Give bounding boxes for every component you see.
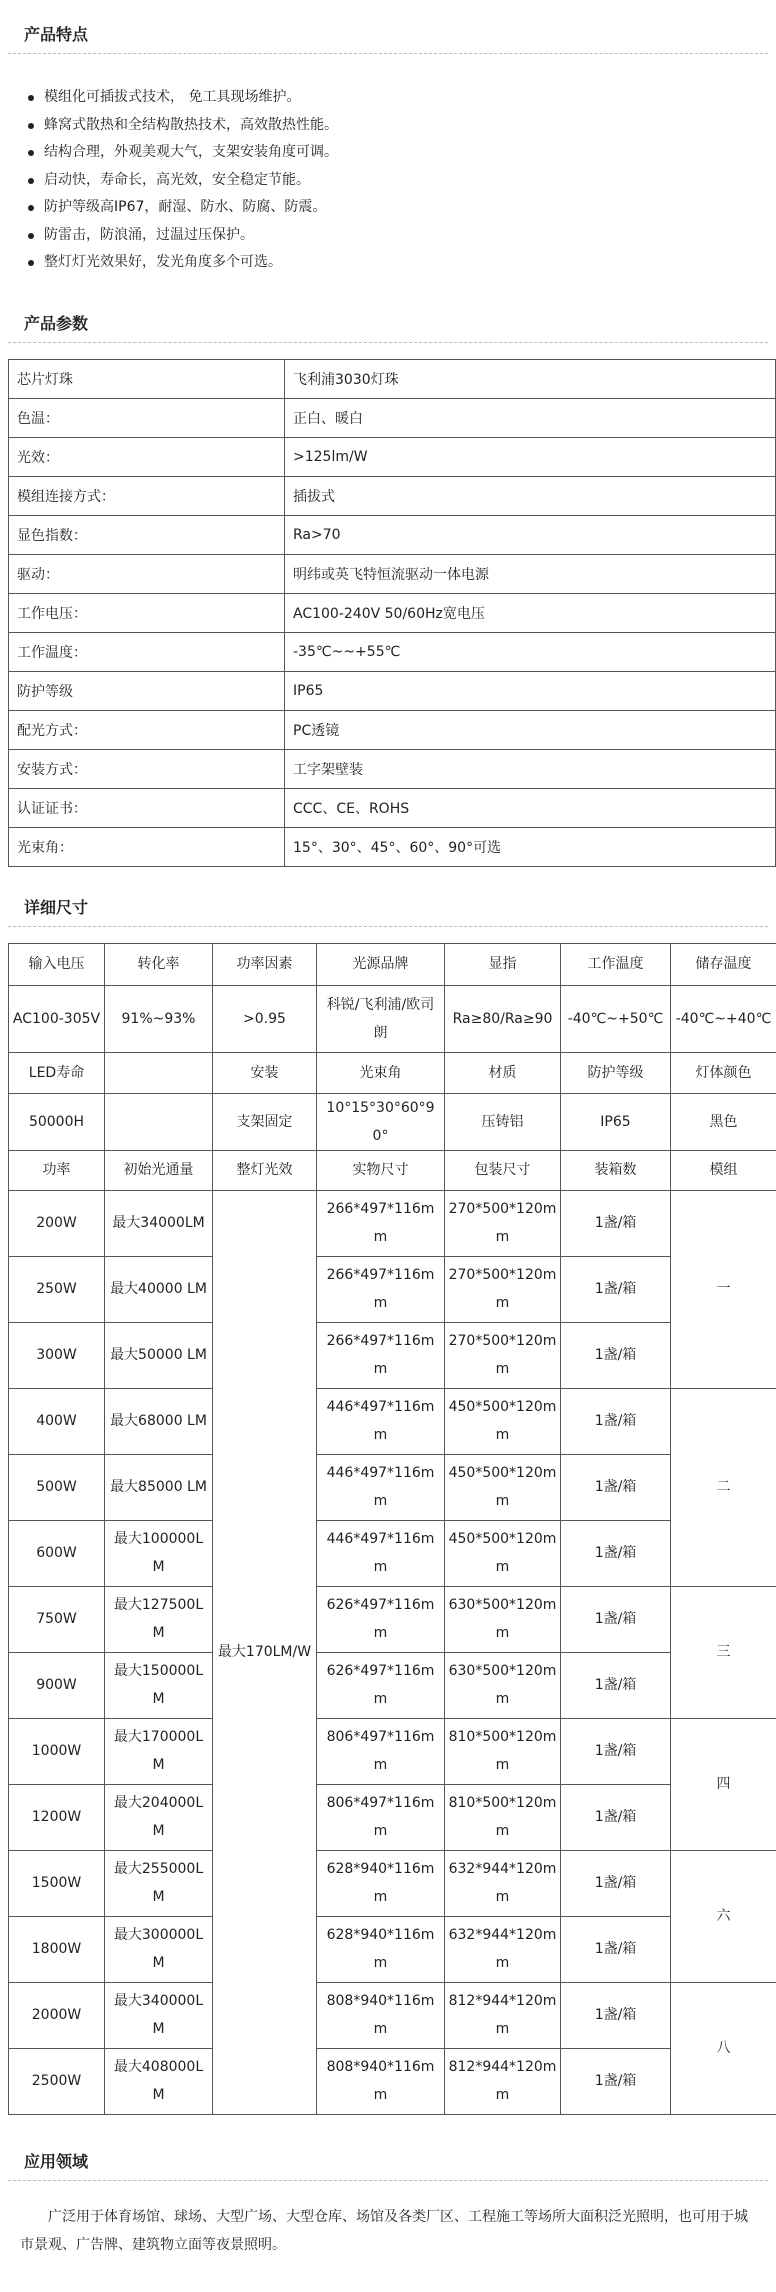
table-row — [9, 1982, 776, 2048]
table-row — [9, 1916, 776, 1982]
table-row — [9, 1718, 776, 1784]
header-cell: 工作温度 — [561, 943, 671, 985]
package-cell: 632*944*120mm — [445, 1850, 561, 1916]
param-value: >125lm/W — [285, 437, 776, 476]
param-key: 配光方式： — [9, 710, 285, 749]
table-row — [9, 985, 776, 1052]
header-cell: LED寿命 — [9, 1052, 105, 1093]
flux-cell: 最大204000LM — [105, 1784, 213, 1850]
table-row — [9, 359, 776, 398]
power-cell: 1800W — [9, 1916, 105, 1982]
box-cell: 1盏/箱 — [561, 1718, 671, 1784]
table-row — [9, 1784, 776, 1850]
package-cell: 450*500*120mm — [445, 1454, 561, 1520]
header-cell: 整灯光效 — [213, 1150, 317, 1190]
dimension-cell: 626*497*116mm — [317, 1652, 445, 1718]
features-list — [0, 84, 776, 277]
box-cell: 1盏/箱 — [561, 1454, 671, 1520]
table-row — [9, 476, 776, 515]
power-cell: 500W — [9, 1454, 105, 1520]
power-cell: 750W — [9, 1586, 105, 1652]
package-cell: 632*944*120mm — [445, 1916, 561, 1982]
dimension-cell: 808*940*116mm — [317, 2048, 445, 2114]
table-cell: 科锐/飞利浦/欧司朗 — [317, 985, 445, 1052]
module-cell: 八 — [671, 1982, 776, 2114]
param-key: 色温： — [9, 398, 285, 437]
flux-cell: 最大150000LM — [105, 1652, 213, 1718]
param-value: PC透镜 — [285, 710, 776, 749]
package-cell: 810*500*120mm — [445, 1784, 561, 1850]
param-value: 正白、暖白 — [285, 398, 776, 437]
dimension-cell: 628*940*116mm — [317, 1850, 445, 1916]
power-cell: 2000W — [9, 1982, 105, 2048]
table-cell: 50000H — [9, 1093, 105, 1150]
header-cell: 功率因素 — [213, 943, 317, 985]
table-cell: AC100-305V — [9, 985, 105, 1052]
power-cell: 900W — [9, 1652, 105, 1718]
sizes-table — [8, 943, 776, 2115]
power-cell: 1000W — [9, 1718, 105, 1784]
sizes-heading: 详细尺寸 — [8, 873, 768, 927]
param-key: 光束角： — [9, 827, 285, 866]
dimension-cell: 626*497*116mm — [317, 1586, 445, 1652]
table-row — [9, 515, 776, 554]
table-row — [9, 671, 776, 710]
header-cell: 转化率 — [105, 943, 213, 985]
package-cell: 270*500*120mm — [445, 1322, 561, 1388]
box-cell: 1盏/箱 — [561, 2048, 671, 2114]
table-row — [9, 1454, 776, 1520]
header-cell: 光束角 — [317, 1052, 445, 1093]
list-item: 防护等级高IP67，耐湿、防水、防腐、防震。 — [22, 194, 776, 222]
power-cell: 1500W — [9, 1850, 105, 1916]
list-item: 启动快，寿命长，高光效，安全稳定节能。 — [22, 167, 776, 195]
power-cell: 250W — [9, 1256, 105, 1322]
power-cell: 600W — [9, 1520, 105, 1586]
box-cell: 1盏/箱 — [561, 1586, 671, 1652]
module-cell: 四 — [671, 1718, 776, 1850]
table-cell: 压铸铝 — [445, 1093, 561, 1150]
table-row — [9, 1150, 776, 1190]
flux-cell: 最大408000LM — [105, 2048, 213, 2114]
flux-cell: 最大50000 LM — [105, 1322, 213, 1388]
params-table — [8, 359, 776, 867]
table-row — [9, 632, 776, 671]
header-cell: 功率 — [9, 1150, 105, 1190]
dimension-cell: 266*497*116mm — [317, 1190, 445, 1256]
module-cell: 二 — [671, 1388, 776, 1586]
box-cell: 1盏/箱 — [561, 1652, 671, 1718]
box-cell: 1盏/箱 — [561, 1520, 671, 1586]
list-item: 结构合理，外观美观大气，支架安装角度可调。 — [22, 139, 776, 167]
header-cell: 包装尺寸 — [445, 1150, 561, 1190]
flux-cell: 最大68000 LM — [105, 1388, 213, 1454]
dimension-cell: 808*940*116mm — [317, 1982, 445, 2048]
param-key: 模组连接方式： — [9, 476, 285, 515]
package-cell: 270*500*120mm — [445, 1190, 561, 1256]
table-row — [9, 1256, 776, 1322]
package-cell: 812*944*120mm — [445, 2048, 561, 2114]
flux-cell: 最大127500LM — [105, 1586, 213, 1652]
box-cell: 1盏/箱 — [561, 1388, 671, 1454]
features-heading: 产品特点 — [8, 0, 768, 54]
param-value: 15°、30°、45°、60°、90°可选 — [285, 827, 776, 866]
box-cell: 1盏/箱 — [561, 1784, 671, 1850]
package-cell: 270*500*120mm — [445, 1256, 561, 1322]
table-cell: >0.95 — [213, 985, 317, 1052]
table-row — [9, 593, 776, 632]
power-cell: 2500W — [9, 2048, 105, 2114]
package-cell: 810*500*120mm — [445, 1718, 561, 1784]
power-cell: 1200W — [9, 1784, 105, 1850]
package-cell: 450*500*120mm — [445, 1388, 561, 1454]
table-cell: IP65 — [561, 1093, 671, 1150]
power-cell: 400W — [9, 1388, 105, 1454]
header-cell: 防护等级 — [561, 1052, 671, 1093]
power-cell: 200W — [9, 1190, 105, 1256]
header-cell: 灯体颜色 — [671, 1052, 776, 1093]
dimension-cell: 266*497*116mm — [317, 1322, 445, 1388]
header-cell: 光源品牌 — [317, 943, 445, 985]
dimension-cell: 446*497*116mm — [317, 1388, 445, 1454]
table-row — [9, 1850, 776, 1916]
power-cell: 300W — [9, 1322, 105, 1388]
header-cell: 材质 — [445, 1052, 561, 1093]
flux-cell: 最大40000 LM — [105, 1256, 213, 1322]
param-value: 工字架壁装 — [285, 749, 776, 788]
param-key: 安装方式： — [9, 749, 285, 788]
param-key: 认证证书： — [9, 788, 285, 827]
table-row — [9, 554, 776, 593]
box-cell: 1盏/箱 — [561, 1322, 671, 1388]
flux-cell: 最大170000LM — [105, 1718, 213, 1784]
package-cell: 630*500*120mm — [445, 1586, 561, 1652]
table-row — [9, 437, 776, 476]
flux-cell: 最大100000LM — [105, 1520, 213, 1586]
dimension-cell: 806*497*116mm — [317, 1718, 445, 1784]
table-row — [9, 943, 776, 985]
table-row — [9, 827, 776, 866]
box-cell: 1盏/箱 — [561, 1982, 671, 2048]
table-row — [9, 788, 776, 827]
header-cell: 装箱数 — [561, 1150, 671, 1190]
box-cell: 1盏/箱 — [561, 1256, 671, 1322]
param-value: AC100-240V 50/60Hz宽电压 — [285, 593, 776, 632]
module-cell: 一 — [671, 1190, 776, 1388]
list-item: 防雷击，防浪涌，过温过压保护。 — [22, 222, 776, 250]
table-row — [9, 1093, 776, 1150]
table-cell: -40℃~+50℃ — [561, 985, 671, 1052]
table-row — [9, 2048, 776, 2114]
table-row — [9, 749, 776, 788]
list-item: 模组化可插拔式技术， 免工具现场维护。 — [22, 84, 776, 112]
table-cell: 10°15°30°60°90° — [317, 1093, 445, 1150]
header-cell: 初始光通量 — [105, 1150, 213, 1190]
param-key: 光效： — [9, 437, 285, 476]
dimension-cell: 628*940*116mm — [317, 1916, 445, 1982]
param-key: 显色指数： — [9, 515, 285, 554]
dimension-cell: 806*497*116mm — [317, 1784, 445, 1850]
flux-cell: 最大34000LM — [105, 1190, 213, 1256]
package-cell: 450*500*120mm — [445, 1520, 561, 1586]
table-row — [9, 1052, 776, 1093]
table-cell: 支架固定 — [213, 1093, 317, 1150]
table-row — [9, 1652, 776, 1718]
param-value: 飞利浦3030灯珠 — [285, 359, 776, 398]
dimension-cell: 446*497*116mm — [317, 1520, 445, 1586]
dimension-cell: 266*497*116mm — [317, 1256, 445, 1322]
flux-cell: 最大85000 LM — [105, 1454, 213, 1520]
header-cell: 输入电压 — [9, 943, 105, 985]
header-cell: 显指 — [445, 943, 561, 985]
table-row — [9, 398, 776, 437]
list-item: 整灯灯光效果好，发光角度多个可选。 — [22, 249, 776, 277]
table-cell: -40℃~+40℃ — [671, 985, 776, 1052]
param-key: 防护等级 — [9, 671, 285, 710]
table-cell — [105, 1093, 213, 1150]
param-value: 插拔式 — [285, 476, 776, 515]
box-cell: 1盏/箱 — [561, 1850, 671, 1916]
param-value: IP65 — [285, 671, 776, 710]
header-cell: 安装 — [213, 1052, 317, 1093]
table-row — [9, 1190, 776, 1256]
table-row — [9, 1388, 776, 1454]
application-heading: 应用领域 — [8, 2127, 768, 2181]
efficacy-cell: 最大170LM/W — [213, 1190, 317, 2114]
header-cell: 模组 — [671, 1150, 776, 1190]
table-row — [9, 710, 776, 749]
flux-cell: 最大255000LM — [105, 1850, 213, 1916]
header-cell — [105, 1052, 213, 1093]
module-cell: 六 — [671, 1850, 776, 1982]
param-key: 工作电压： — [9, 593, 285, 632]
flux-cell: 最大300000LM — [105, 1916, 213, 1982]
box-cell: 1盏/箱 — [561, 1916, 671, 1982]
flux-cell: 最大340000LM — [105, 1982, 213, 2048]
table-cell: Ra≥80/Ra≥90 — [445, 985, 561, 1052]
list-item: 蜂窝式散热和全结构散热技术，高效散热性能。 — [22, 112, 776, 140]
param-key: 工作温度： — [9, 632, 285, 671]
param-value: CCC、CE、ROHS — [285, 788, 776, 827]
package-cell: 812*944*120mm — [445, 1982, 561, 2048]
module-cell: 三 — [671, 1586, 776, 1718]
param-key: 芯片灯珠 — [9, 359, 285, 398]
param-key: 驱动： — [9, 554, 285, 593]
table-row — [9, 1586, 776, 1652]
header-cell: 储存温度 — [671, 943, 776, 985]
param-value: Ra>70 — [285, 515, 776, 554]
param-value: 明纬或英飞特恒流驱动一体电源 — [285, 554, 776, 593]
box-cell: 1盏/箱 — [561, 1190, 671, 1256]
param-value: -35℃~~+55℃ — [285, 632, 776, 671]
table-cell: 91%~93% — [105, 985, 213, 1052]
dimension-cell: 446*497*116mm — [317, 1454, 445, 1520]
header-cell: 实物尺寸 — [317, 1150, 445, 1190]
table-row — [9, 1322, 776, 1388]
application-text: 广泛用于体育场馆、球场、大型广场、大型仓库、场馆及各类厂区、工程施工等场所大面积泛光照明，也可用于城市景观、广告牌、建筑物立面等夜景照明。 — [20, 2208, 748, 2253]
table-cell: 黑色 — [671, 1093, 776, 1150]
table-row — [9, 1520, 776, 1586]
package-cell: 630*500*120mm — [445, 1652, 561, 1718]
params-heading: 产品参数 — [8, 289, 768, 343]
